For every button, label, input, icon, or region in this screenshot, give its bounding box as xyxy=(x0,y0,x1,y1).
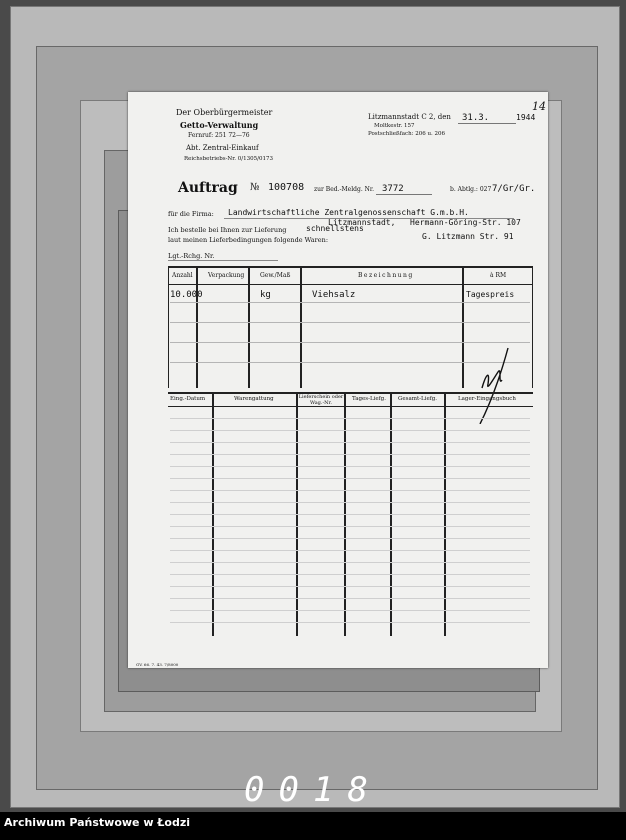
archive-label: Archiwum Państwowe w Łodzi xyxy=(4,816,191,829)
receipt-rule xyxy=(170,538,530,539)
receipt-rule xyxy=(170,502,530,503)
receipt-rule xyxy=(170,622,530,623)
col-lager-eingangsbuch: Lager-Eingangsbuch xyxy=(458,396,516,402)
dept-label: b. Abtlg.: 027 xyxy=(450,186,492,193)
signature xyxy=(468,340,518,424)
place-label: Litzmannstadt C 2, den xyxy=(368,113,451,121)
ref-label: zur Bed.-Meldg. Nr. xyxy=(314,186,375,193)
issuer-reich-number: Reichsbetriebs-Nr. 0/1305/0173 xyxy=(184,156,273,162)
deliver-to: G. Litzmann Str. 91 xyxy=(422,232,514,241)
firm-name: Landwirtschaftliche Zentralgenossenschaft G.m.b.H. xyxy=(228,208,469,217)
col-gesamt-liefg: Gesamt-Liefg. xyxy=(398,396,438,402)
date-day: 31.3. xyxy=(462,113,490,123)
issuer-office: Getto-Verwaltung xyxy=(180,120,259,130)
col-warengattung: Warengattung xyxy=(234,396,274,402)
issuer-department: Abt. Zentral-Einkauf xyxy=(186,144,259,152)
col-bezeichnung: Bezeichnung xyxy=(358,272,414,279)
row-qty: 10.000 xyxy=(170,290,203,300)
issuer-phone: Fernruf: 251 72—76 xyxy=(188,132,250,139)
col-tages-liefg: Tages-Liefg. xyxy=(352,396,386,402)
receipt-rule xyxy=(170,418,530,419)
order-line-2: laut meinen Lieferbedingungen folgende Waren: xyxy=(168,236,329,244)
receipt-rule xyxy=(170,454,530,455)
receipt-rule xyxy=(170,550,530,551)
receipt-rule xyxy=(170,430,530,431)
frame-number: 0018 xyxy=(244,770,382,810)
receipt-rule xyxy=(170,526,530,527)
row-unit: kg xyxy=(260,290,271,300)
order-number: 100708 xyxy=(268,182,305,193)
order-line-1: Ich bestelle bei Ihnen zur Lieferung xyxy=(168,226,287,234)
order-form-paper xyxy=(128,92,548,668)
firm-label: für die Firma: xyxy=(168,210,214,218)
street-address: Moltkestr. 157 xyxy=(374,123,415,129)
issuer-title: Der Oberbürgermeister xyxy=(176,108,273,117)
order-number-prefix: № xyxy=(250,182,260,193)
col-eing-datum: Eing.-Datum xyxy=(170,396,206,402)
receipt-rule xyxy=(170,442,530,443)
receipt-rule xyxy=(170,574,530,575)
receipt-rule xyxy=(170,466,530,467)
lgt-label: Lgt.-Rchg. Nr. xyxy=(168,252,215,260)
col-price: à RM xyxy=(490,272,507,279)
ref-value: 3772 xyxy=(382,184,404,194)
firm-city: Litzmannstadt, xyxy=(328,218,396,227)
page-mark: 14 xyxy=(532,100,546,113)
row-price: Tagespreis xyxy=(466,290,515,299)
date-year: 1944 xyxy=(516,113,536,122)
receipt-rule xyxy=(170,478,530,479)
col-verpackung: Verpackung xyxy=(208,272,245,279)
receipt-rule xyxy=(170,598,530,599)
receipt-rule xyxy=(170,514,530,515)
receipt-rule xyxy=(170,490,530,491)
order-title: Auftrag xyxy=(178,180,238,196)
col-anzahl: Anzahl xyxy=(172,272,193,279)
receipt-rule xyxy=(170,610,530,611)
form-code: GV. 66. 7. 43. 7/8000 xyxy=(136,662,179,667)
receipt-rule xyxy=(170,586,530,587)
col-gewicht: Gew./Maß xyxy=(260,272,291,279)
postbox: Postschließfach: 206 u. 206 xyxy=(368,131,446,137)
delivery-time: schnellstens xyxy=(306,224,364,233)
receipt-rule xyxy=(170,562,530,563)
col-lieferschein: Lieferschein oder Wag.-Nr. xyxy=(298,394,344,406)
dept-value: 7/Gr/Gr. xyxy=(492,184,536,194)
firm-street: Hermann-Göring-Str. 107 xyxy=(410,218,521,227)
row-description: Viehsalz xyxy=(312,290,356,300)
